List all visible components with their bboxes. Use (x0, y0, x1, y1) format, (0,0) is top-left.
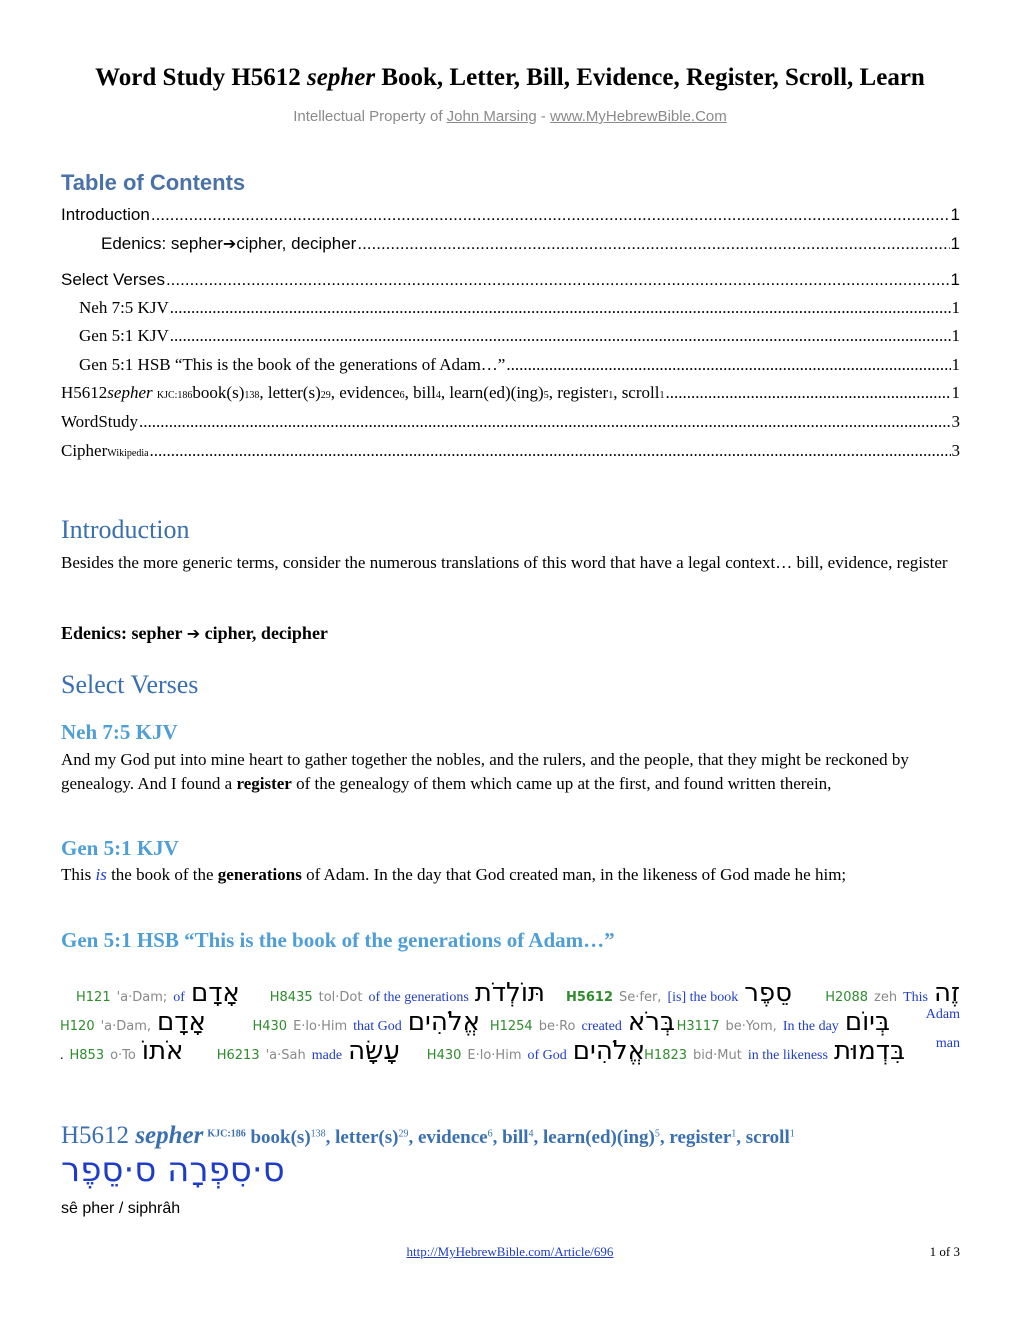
interlinear-row-3 (60, 1036, 960, 1064)
h5612-heading: H5612 sepher $^{KJC:186}$ $book(s)^{138}$, $letter(s)^{29}$, evidence$^6$, bill$^4$, learn(ed)(ing)$^5$, register$^1$, scroll$^1$ (61, 1122, 795, 1149)
interlinear-word: Adam (925, 1007, 960, 1022)
interlinear-word: H1823 bid·Mut in the likeness בִּדְמוּת (644, 1036, 905, 1066)
select-verses-heading: Select Verses (61, 670, 199, 699)
interlinear-word: H5612 Se·fer, [is] the book סֵפֶר (565, 978, 792, 1008)
interlinear-word: H6213 'a·Sah made עָשָׂה (216, 1036, 400, 1066)
interlinear-word: . H853 o·To אֹתוֹ (60, 1036, 184, 1066)
author-link[interactable]: John Marsing (446, 108, 537, 125)
toc-entry-cipher[interactable]: Cipher Wikipedia ..... 3 (61, 441, 960, 461)
footer-url (0, 1244, 1020, 1260)
toc-entry-wordstudy[interactable]: WordStudy ..... 3 (61, 412, 960, 432)
headword-transliteration: sê pher / siphrâh (61, 1200, 181, 1217)
interlinear-word: H430 E·lo·Him that God אֱלֹהִים (252, 1007, 480, 1037)
interlinear-word: H120 'a·Dam, אָדָם (60, 1007, 206, 1037)
interlinear-word: H430 E·lo·Him of God אֱלֹהִים (426, 1036, 645, 1066)
subtitle: Intellectual Property of John Marsing - www.MyHebrewBible.Com (293, 108, 727, 125)
toc-entry-gen-kjv[interactable]: Gen 5:1 KJV ..... 1 (79, 326, 960, 346)
gen-kjv-verse: This is the book of the generations of Adam. In the day that God created man, in the likeness of God made he him; (61, 865, 847, 884)
intro-heading: Introduction (61, 515, 190, 544)
toc-entry-gen-hsb[interactable]: Gen 5:1 HSB “This is the book of the generations of Adam…” ..... 1 (79, 355, 960, 375)
toc-entry-neh[interactable]: Neh 7:5 KJV ..... 1 (79, 298, 960, 318)
interlinear-word: H2088 zeh This זֶה (825, 978, 960, 1008)
page-title: Word Study H5612 sepher Book, Letter, Bill, Evidence, Register, Scroll, Learn (95, 64, 925, 91)
neh-heading: Neh 7:5 KJV (61, 720, 178, 744)
hebrew-headword: ס·סִפְרָה ס·סֵפֶר (61, 1150, 285, 1190)
neh-verse: And my God put into mine heart to gather together the nobles, and the rulers, and the people, that they might be reckoned by genealogy. And I found a register of the genealogy of them which came up at the first, and found written therein, (61, 750, 909, 793)
arrow-right-icon: ➔ (186, 624, 201, 643)
interlinear-row-1 (60, 978, 960, 1006)
interlinear-word: H3117 be·Yom, In the day בְּיוֹם (676, 1007, 890, 1037)
page-number: 1 of 3 (929, 1244, 960, 1259)
interlinear-row-2 (60, 1007, 960, 1035)
edenics-heading: Edenics: sepher ➔ cipher, decipher (61, 623, 328, 643)
interlinear-word: H121 'a·Dam; of אָדָם (76, 978, 240, 1008)
interlinear-word: H8435 tol·Dot of the generations תּוֹלְדֹת (269, 978, 545, 1008)
toc-entry-edenics[interactable]: Edenics: sepher ➔ cipher, decipher ..... 1 (101, 234, 960, 254)
gen-hsb-heading: Gen 5:1 HSB “This is the book of the generations of Adam…” (61, 928, 615, 952)
site-link[interactable]: www.MyHebrewBible.Com (550, 108, 727, 125)
toc-heading: Table of Contents (61, 170, 246, 195)
toc-entry-h5612[interactable]: H5612 sepher KJC:186 book(s) 138 , letter(s) 29 , evidence 6 , bill 4 , learn(ed)(ing) 5 , register 1 , scroll 1 ..... 1 (61, 383, 960, 403)
arrow-right-icon: ➔ (222, 234, 237, 253)
gen-kjv-heading: Gen 5:1 KJV (61, 836, 179, 860)
toc-entry-select-verses[interactable]: Select Verses ..... 1 (61, 270, 960, 290)
article-link[interactable]: http://MyHebrewBible.com/Article/696 (406, 1244, 614, 1259)
toc-entry-introduction[interactable]: Introduction ..... 1 (61, 205, 960, 225)
interlinear-word: man (935, 1036, 960, 1051)
interlinear-word: H1254 be·Ro created בְּרֹא (489, 1007, 675, 1037)
intro-body: Besides the more generic terms, consider the numerous translations of this word that have a legal context… bill, evidence, register (61, 553, 948, 572)
